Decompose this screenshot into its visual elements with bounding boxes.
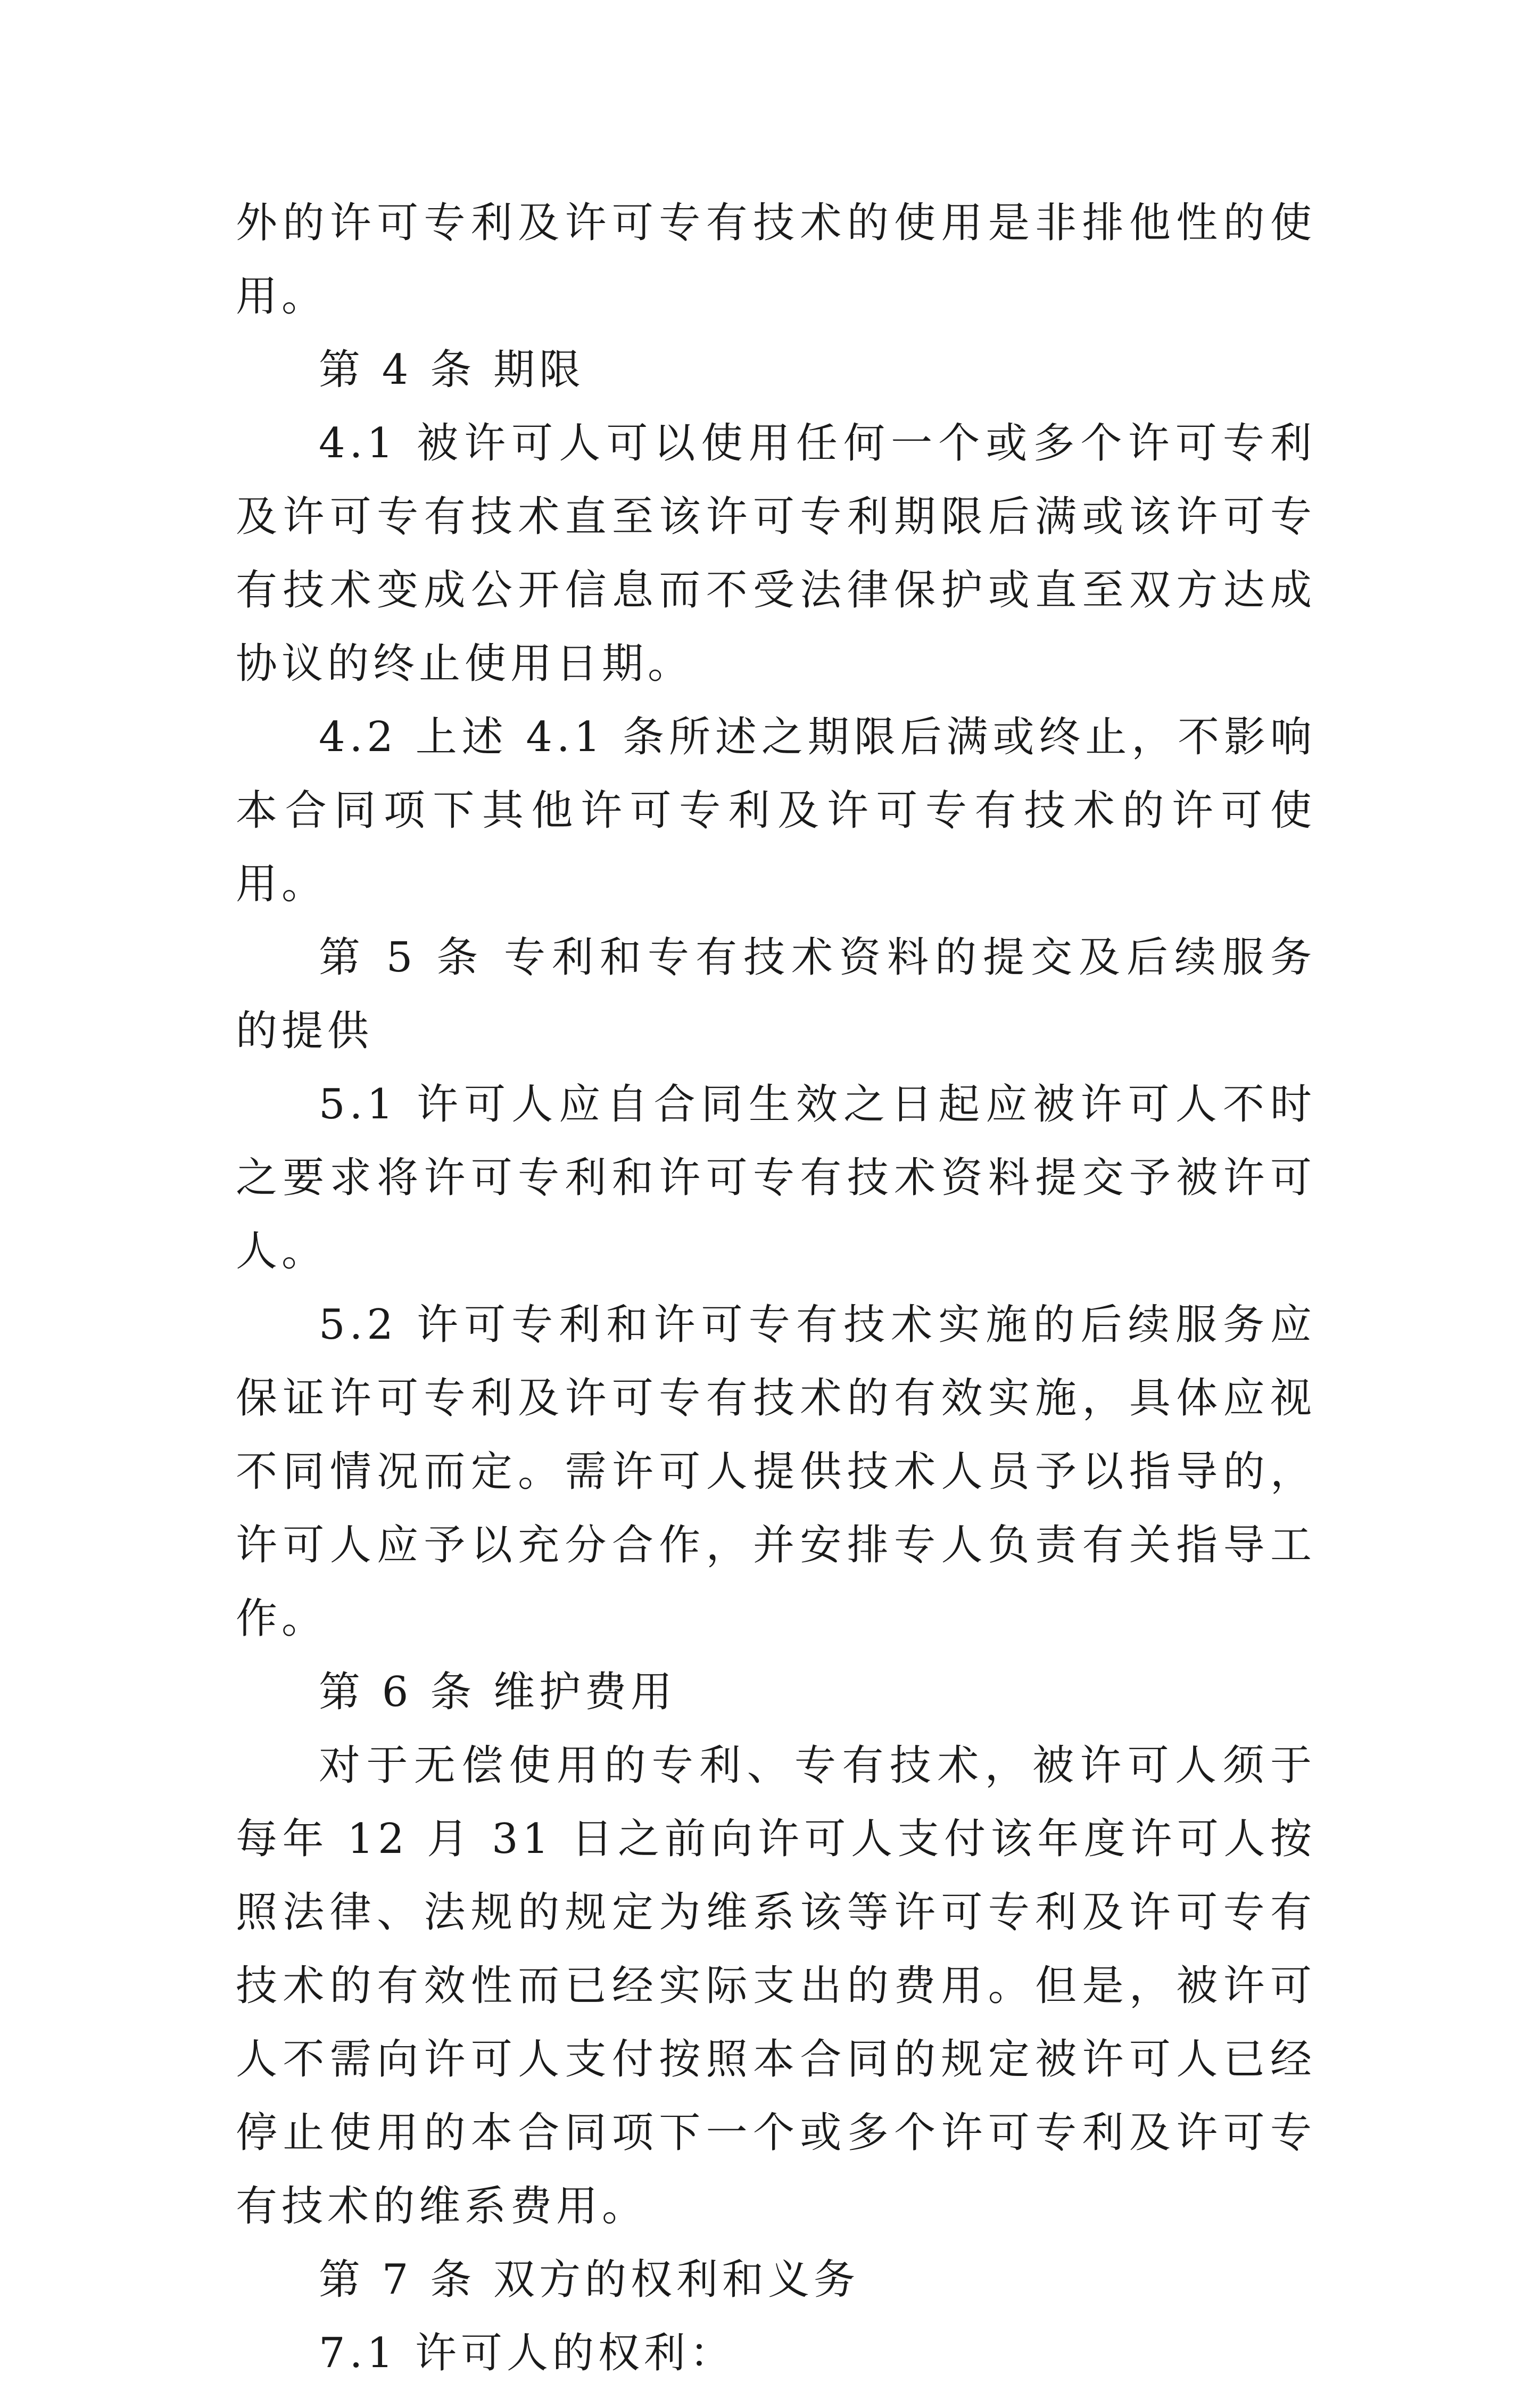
document-body [236,186,1316,2390]
paragraph-continuation: 外的许可专利及许可专有技术的使用是非排他性的使用。 [236,199,1316,320]
article-6-heading: 第 6 条 维护费用 [319,1668,677,1716]
clause-7-1: 7.1 许可人的权利： [319,2329,735,2377]
article-6-body: 对于无偿使用的专利、专有技术，被许可人须于每年 12 月 31 日之前向许可人支付该年度许可人按照法律、法规的规定为维系该等许可专利及许可专有技术的有效性而已经实际支出的费用。但是，被许可人不需向许可人支付按照本合同的规定被许可人已经停止使用的本合同项下一个或多个许可专利及许可专有技术的维系费用。 [236,1742,1316,2230]
clause-4-2: 4.2 上述 4.1 条所述之期限后满或终止，不影响本合同项下其他许可专利及许可专有技术的许可使用。 [236,713,1316,908]
clause-5-2: 5.2 许可专利和许可专有技术实施的后续服务应保证许可专利及许可专有技术的有效实施，具体应视不同情况而定。需许可人提供技术人员予以指导的，许可人应予以充分合作，并安排专人负责有关指导工作。 [236,1301,1316,1643]
article-7-heading: 第 7 条 双方的权利和义务 [319,2256,860,2304]
clause-5-1: 5.1 许可人应自合同生效之日起应被许可人不时之要求将许可专利和许可专有技术资料提交予被许可人。 [236,1081,1316,1275]
clause-4-1: 4.1 被许可人可以使用任何一个或多个许可专利及许可专有技术直至该许可专利期限后满或该许可专有技术变成公开信息而不受法律保护或直至双方达成协议的终止使用日期。 [236,419,1316,688]
article-5-heading: 第 5 条 专利和专有技术资料的提交及后续服务的提供 [236,934,1316,1055]
article-4-heading: 第 4 条 期限 [319,346,585,394]
